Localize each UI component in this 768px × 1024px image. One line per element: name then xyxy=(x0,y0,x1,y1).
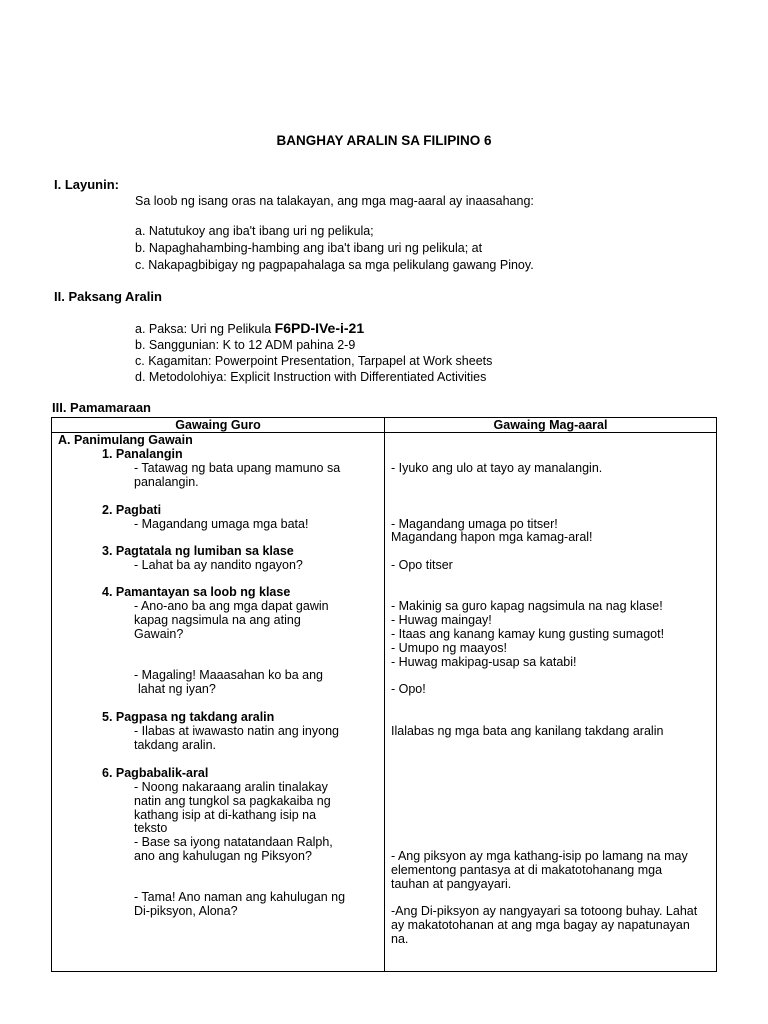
magaaral-line: - Makinig sa guro kapag nagsimula na nag klase! xyxy=(391,599,663,613)
section-pamamaraan-heading: III. Pamamaraan xyxy=(52,400,151,415)
subheading: 4. Pamantayan sa loob ng klase xyxy=(102,585,291,599)
pamamaraan-table xyxy=(51,417,717,972)
subheading: 5. Pagpasa ng takdang aralin xyxy=(102,710,275,724)
guro-line: Gawain? xyxy=(134,627,184,641)
paksa-item xyxy=(135,321,364,336)
subheading: 3. Pagtatala ng lumiban sa klase xyxy=(102,544,294,558)
guro-line: kathang isip at di-kathang isip na xyxy=(134,808,317,822)
guro-line: - Tatawag ng bata upang mamuno sa xyxy=(134,461,341,475)
layunin-item: b. Napaghahambing-hambing ang iba't ibang uri ng pelikula; at xyxy=(135,241,483,255)
paksa-item: d. Metodolohiya: Explicit Instruction with Differentiated Activities xyxy=(135,370,487,384)
guro-line: kapag nagsimula na ang ating xyxy=(134,613,301,627)
magaaral-line: -Ang Di-piksyon ay nangyayari sa totoong buhay. Lahat xyxy=(391,904,698,918)
subheading: 2. Pagbati xyxy=(102,503,162,517)
magaaral-line: - Iyuko ang ulo at tayo ay manalangin. xyxy=(391,461,603,475)
guro-line: panalangin. xyxy=(134,475,199,489)
guro-line: - Magandang umaga mga bata! xyxy=(134,517,309,531)
guro-line: - Lahat ba ay nandito ngayon? xyxy=(134,558,303,572)
magaaral-line: ay makatotohanan at ang mga bagay ay napatunayan xyxy=(391,918,690,932)
guro-line: teksto xyxy=(134,821,168,835)
guro-line: lahat ng iyan? xyxy=(138,682,216,696)
subheading: 1. Panalangin xyxy=(102,447,183,461)
magaaral-line: - Umupo ng maayos! xyxy=(391,641,508,655)
guro-line: - Tama! Ano naman ang kahulugan ng xyxy=(134,890,346,904)
paksa-item: b. Sanggunian: K to 12 ADM pahina 2-9 xyxy=(135,338,356,352)
guro-line: - Magaling! Maaasahan ko ba ang xyxy=(134,668,324,682)
magaaral-line: - Opo titser xyxy=(391,558,453,572)
magaaral-line: - Huwag makipag-usap sa katabi! xyxy=(391,655,577,669)
guro-line: natin ang tungkol sa pagkakaiba ng xyxy=(134,794,331,808)
layunin-intro: Sa loob ng isang oras na talakayan, ang mga mag-aaral ay inaasahang: xyxy=(135,194,534,208)
column-divider xyxy=(384,418,385,971)
section-a-heading: A. Panimulang Gawain xyxy=(58,433,193,447)
magaaral-line: tauhan at pangyayari. xyxy=(391,877,512,891)
magaaral-line: na. xyxy=(391,932,409,946)
subheading: 6. Pagbabalik-aral xyxy=(102,766,209,780)
paksa-item: c. Kagamitan: Powerpoint Presentation, Tarpapel at Work sheets xyxy=(135,354,493,368)
section-layunin-heading: I. Layunin: xyxy=(54,177,119,192)
guro-line: takdang aralin. xyxy=(134,738,217,752)
layunin-item: a. Natutukoy ang iba't ibang uri ng pelikula; xyxy=(135,224,374,238)
guro-line: - Ano-ano ba ang mga dapat gawin xyxy=(134,599,329,613)
magaaral-line: - Huwag maingay! xyxy=(391,613,492,627)
guro-line: Di-piksyon, Alona? xyxy=(134,904,238,918)
magaaral-line: Magandang hapon mga kamag-aral! xyxy=(391,530,593,544)
page-title: BANGHAY ARALIN SA FILIPINO 6 xyxy=(276,133,492,148)
magaaral-line: elementong pantasya at di makatotohanang mga xyxy=(391,863,663,877)
paksa-code: F6PD-IVe-i-21 xyxy=(274,320,365,336)
layunin-item: c. Nakapagbibigay ng pagpapahalaga sa mga pelikulang gawang Pinoy. xyxy=(135,258,534,272)
guro-line: ano ang kahulugan ng Piksyon? xyxy=(134,849,312,863)
magaaral-line: - Opo! xyxy=(391,682,426,696)
magaaral-line: - Itaas ang kanang kamay kung gusting sumagot! xyxy=(391,627,665,641)
column-header-magaaral: Gawaing Mag-aaral xyxy=(493,418,608,432)
column-header-guro: Gawaing Guro xyxy=(175,418,261,432)
magaaral-line: - Ang piksyon ay mga kathang-isip po lamang na may xyxy=(391,849,688,863)
magaaral-line: Ilalabas ng mga bata ang kanilang takdang aralin xyxy=(391,724,664,738)
guro-line: - Noong nakaraang aralin tinalakay xyxy=(134,780,328,794)
guro-line: - Base sa iyong natatandaan Ralph, xyxy=(134,835,333,849)
section-paksa-heading: II. Paksang Aralin xyxy=(54,289,162,304)
paksa-item-label: a. Paksa: Uri ng Pelikula xyxy=(135,322,275,336)
magaaral-line: - Magandang umaga po titser! xyxy=(391,517,558,531)
guro-line: - Ilabas at iwawasto natin ang inyong xyxy=(134,724,339,738)
